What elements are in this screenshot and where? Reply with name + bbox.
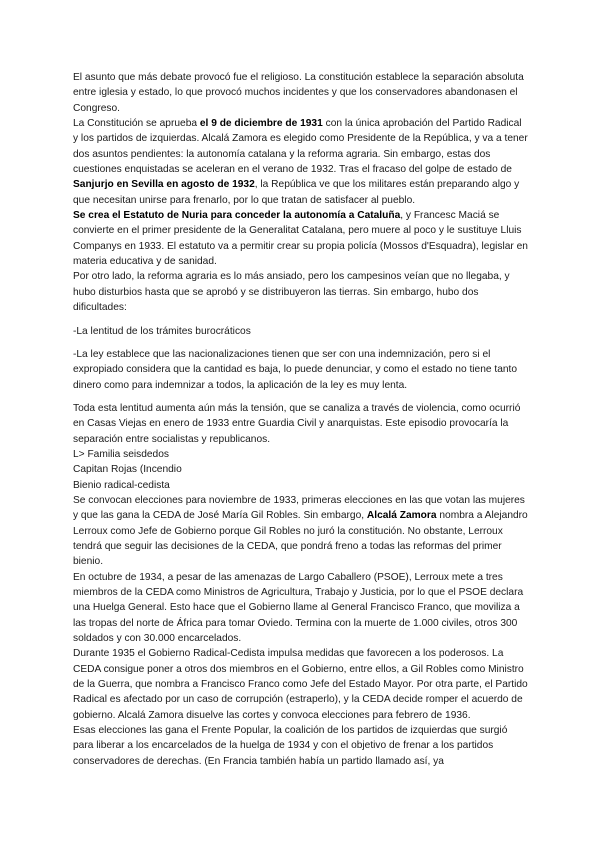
paragraph bbox=[73, 723, 529, 769]
text-segment: Por otro lado, la reforma agraria es lo más ansiado, pero los campesinos veían que no llegaba, y hubo disturbios hasta que se aprobó y se distribuyeron las tierras. Sin embargo, hubo dos dificultades: bbox=[73, 271, 510, 314]
text-segment: nombra a Alejandro Lerroux como Jefe de Gobierno porque Gil Robles no juró la constitución. No obstante, Lerroux tendrá que seguir las decisiones de la CEDA, que pondrá freno a todas las reformas del primer bienio. bbox=[73, 510, 528, 568]
text-segment: Capitan Rojas (Incendio bbox=[73, 464, 182, 476]
paragraph bbox=[73, 401, 529, 447]
text-segment: -La ley establece que las nacionalizaciones tienen que ser con una indemnización, pero si el expropiado considera que la cantidad es baja, lo puede denunciar, y como el estado no tiene tanto dinero como para indemnizar a todos, la aplicación de la ley es muy lenta. bbox=[73, 348, 518, 391]
text-segment: Durante 1935 el Gobierno Radical-Cedista impulsa medidas que favorecen a los poderosos. La CEDA consigue poner a otros dos miembros en el Gobierno, entre ellos, a Gil Robles como Ministro de la Guerra, que nombra a Francisco Franco como Jefe del Estado Mayor. Por otra parte, el Partido Radical es afectado por un caso de corrupción (estraperlo), y la CEDA decide romper el acuerdo de gobierno. Alcalá Zamora disuelve las cortes y convoca elecciones para febrero de 1936. bbox=[73, 648, 528, 721]
paragraph bbox=[73, 116, 529, 208]
text-segment: , la República ve que los militares están preparando algo y que necesitan unirse para frenarlo, por lo que tratan de satisfacer al pueblo. bbox=[73, 179, 520, 206]
text-segment: -La lentitud de los trámites burocráticos bbox=[73, 325, 251, 337]
text-segment: con la única aprobación del Partido Radical y los partidos de izquierdas. Alcalá Zamora es elegido como Presidente de la República, y va a tener dos asuntos pendientes: la autonomía catalana y la reforma agraria. Sin embargo, estas dos cuestiones enquistadas se aceleran en el verano de 1932. Tras el fracaso del golpe de estado de bbox=[73, 118, 528, 176]
paragraph bbox=[73, 478, 529, 493]
document-body bbox=[73, 70, 529, 769]
text-segment: Se convocan elecciones para noviembre de 1933, primeras elecciones en las que votan las mujeres y que las gana la CEDA de José María Gil Robles. Sin embargo, bbox=[73, 494, 525, 522]
text-segment: Bienio radical-cedista bbox=[73, 479, 170, 491]
text-segment: , y Francesc Maciá se convierte en el primer presidente de la Generalitat Catalana, pero muere al poco y le sustituye Lluis Companys en 1933. El estatuto va a permitir crear su propia policía (Mossos d'Esquadra), legislar en materia educativa y de sanidad. bbox=[73, 210, 528, 268]
text-segment: El asunto que más debate provocó fue el religioso. La constitución establece la separación absoluta entre iglesia y estado, lo que provocó muchos incidentes y que los conservadores abandonasen el Congreso. bbox=[73, 72, 524, 114]
paragraph bbox=[73, 269, 529, 315]
text-segment: L> Familia seisdedos bbox=[73, 448, 169, 460]
paragraph bbox=[73, 324, 529, 339]
paragraph bbox=[73, 208, 529, 269]
paragraph bbox=[73, 347, 529, 393]
paragraph bbox=[73, 70, 529, 116]
text-segment: En octubre de 1934, a pesar de las amenazas de Largo Caballero (PSOE), Lerroux mete a tres miembros de la CEDA como Ministros de Agricultura, Trabajo y Justicia, por lo que el PSOE declara una Huelga General. Esto hace que el Gobierno llame al General Francisco Franco, que moviliza a las tropas del norte de África para tomar Oviedo. Termina con la muerte de 1.000 civiles, otros 300 soldados y con 30.000 encarcelados. bbox=[73, 571, 524, 645]
bold-text: Alcalá Zamora bbox=[366, 510, 437, 522]
bold-text: Se crea el Estatuto de Nuria para conceder la autonomía a Cataluña bbox=[73, 210, 401, 222]
text-segment: Toda esta lentitud aumenta aún más la tensión, que se canaliza a través de violencia, como ocurrió en Casas Viejas en enero de 1933 entre Guardia Civil y anarquistas. Este episodio provocaría la separación entre socialistas y republicanos. bbox=[73, 402, 521, 445]
paragraph bbox=[73, 462, 529, 477]
text-segment: La Constitución se aprueba bbox=[73, 118, 200, 130]
bold-text: el 9 de diciembre de 1931 bbox=[199, 118, 323, 130]
paragraph bbox=[73, 493, 529, 570]
paragraph bbox=[73, 447, 529, 462]
paragraph bbox=[73, 646, 529, 723]
paragraph bbox=[73, 570, 529, 647]
bold-text: Sanjurjo en Sevilla en agosto de 1932 bbox=[73, 179, 255, 191]
text-segment: Esas elecciones las gana el Frente Popular, la coalición de los partidos de izquierdas que surgió para liberar a los encarcelados de la huelga de 1934 y con el objetivo de frenar a los partidos conservadores de derechas. (En Francia también había un partido llamado así, ya bbox=[73, 725, 508, 767]
